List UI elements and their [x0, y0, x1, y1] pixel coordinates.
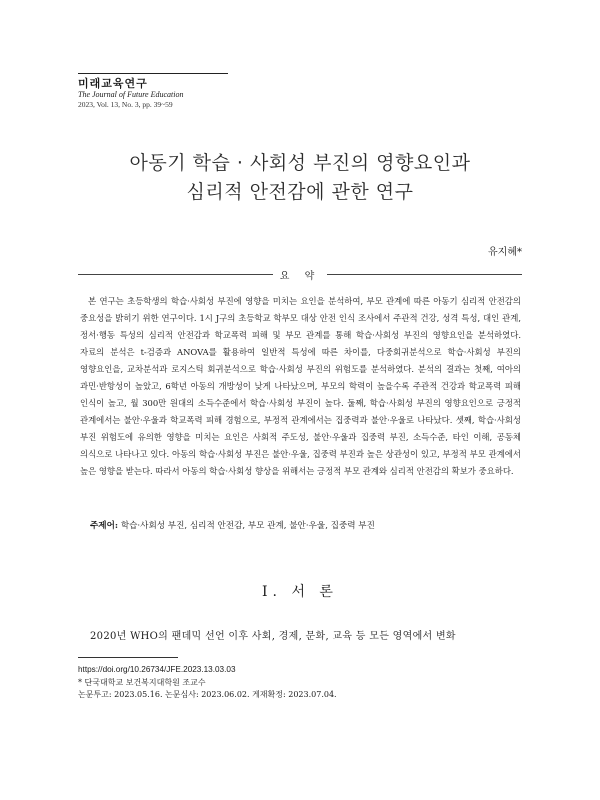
footnotes	[78, 664, 337, 702]
submission-dates: 논문투고: 2023.05.16. 논문심사: 2023.06.02. 게재확정: 2023.07.04.	[78, 690, 337, 699]
journal-header	[78, 73, 228, 110]
journal-volume-info: 2023, Vol. 13, No. 3, pp. 39~59	[78, 100, 173, 109]
abstract-rule-right	[327, 274, 522, 275]
author-affiliation: * 단국대학교 보건복지대학원 조교수	[78, 677, 206, 687]
doi-link[interactable]: https://doi.org/10.26734/JFE.2023.13.03.03	[78, 665, 236, 674]
abstract-heading: 요 약	[279, 271, 321, 282]
footnote-divider	[78, 657, 178, 658]
author-name: 유지혜*	[488, 247, 522, 258]
journal-name: 미래교육연구	[78, 77, 148, 90]
paper-title-line-1: 아동기 학습 · 사회성 부진의 영향요인과	[129, 152, 471, 174]
intro-paragraph: 2020년 WHO의 팬데믹 선언 이후 사회, 경제, 문화, 교육 등 모든 영역에서 변화	[90, 631, 456, 642]
section-heading: Ⅰ. 서 론	[262, 584, 338, 600]
keywords-label: 주제어:	[90, 521, 119, 531]
keywords	[90, 519, 375, 531]
journal-english-name: The Journal of Future Education	[78, 90, 184, 99]
keywords-text: 학습·사회성 부진, 심리적 안전감, 부모 관계, 불안·우울, 집중력 부진	[120, 521, 375, 531]
paper-title-line-2: 심리적 안전감에 관한 연구	[186, 181, 414, 203]
abstract-heading-bar	[78, 264, 522, 286]
abstract-body: 본 연구는 초등학생의 학습·사회성 부진에 영향을 미치는 요인을 분석하여, 부모 관계에 따른 아동기 심리적 안전감의 중요성을 밝히기 위한 연구이다. 1시 J구의 초등학교 학부모 대상 안전 인식 조사에서 주관적 건강, 성격 특성, 대인 관계, 정서·행동 특성의 심리적 안전감과 학교폭력 피해 및 부모 관계를 통해 학습·사회성 부진의 영향요인을 분석하였다. 자료의 분석은 t-검증과 ANOVA를 활용하여 일반적 특성에 따른 차이를, 다중회귀분석으로 학습·사회성 부진의 영향요인을, 교차분석과 로지스틱 회귀분석으로 학습·사회성 부진의 위험도를 분석하였다. 분석의 결과는 첫째, 여아의 과민·반항성이 높았고, 6학년 아동의 개방성이 낮게 나타났으며, 부모의 학력이 높을수록 주관적 건강과 학교폭력 피해 인식이 높고, 월 300만 원대의 소득수준에서 학습·사회성 부진이 높다. 둘째, 학습·사회성 부진의 영향요인으로 긍정적 관계에서는 불안·우울과 학교폭력 피해 경험으로, 부정적 관계에서는 집중력과 불안·우울로 나타났다. 셋째, 학습·사회성 부진 위험도에 유의한 영향을 미치는 요인은 사회적 주도성, 불안·우울과 집중력 부진, 소득수준, 타인 이해, 공동체 의식으로 나타나고 있다. 아동의 학습·사회성 부진은 불안·우울, 집중력 부진과 높은 상관성이 있고, 부정적 부모 관계에서 높은 영향을 받는다. 따라서 아동의 학습·사회성 향상을 위해서는 긍정적 부모 관계와 심리적 안전감의 확보가 중요하다.	[80, 296, 521, 476]
